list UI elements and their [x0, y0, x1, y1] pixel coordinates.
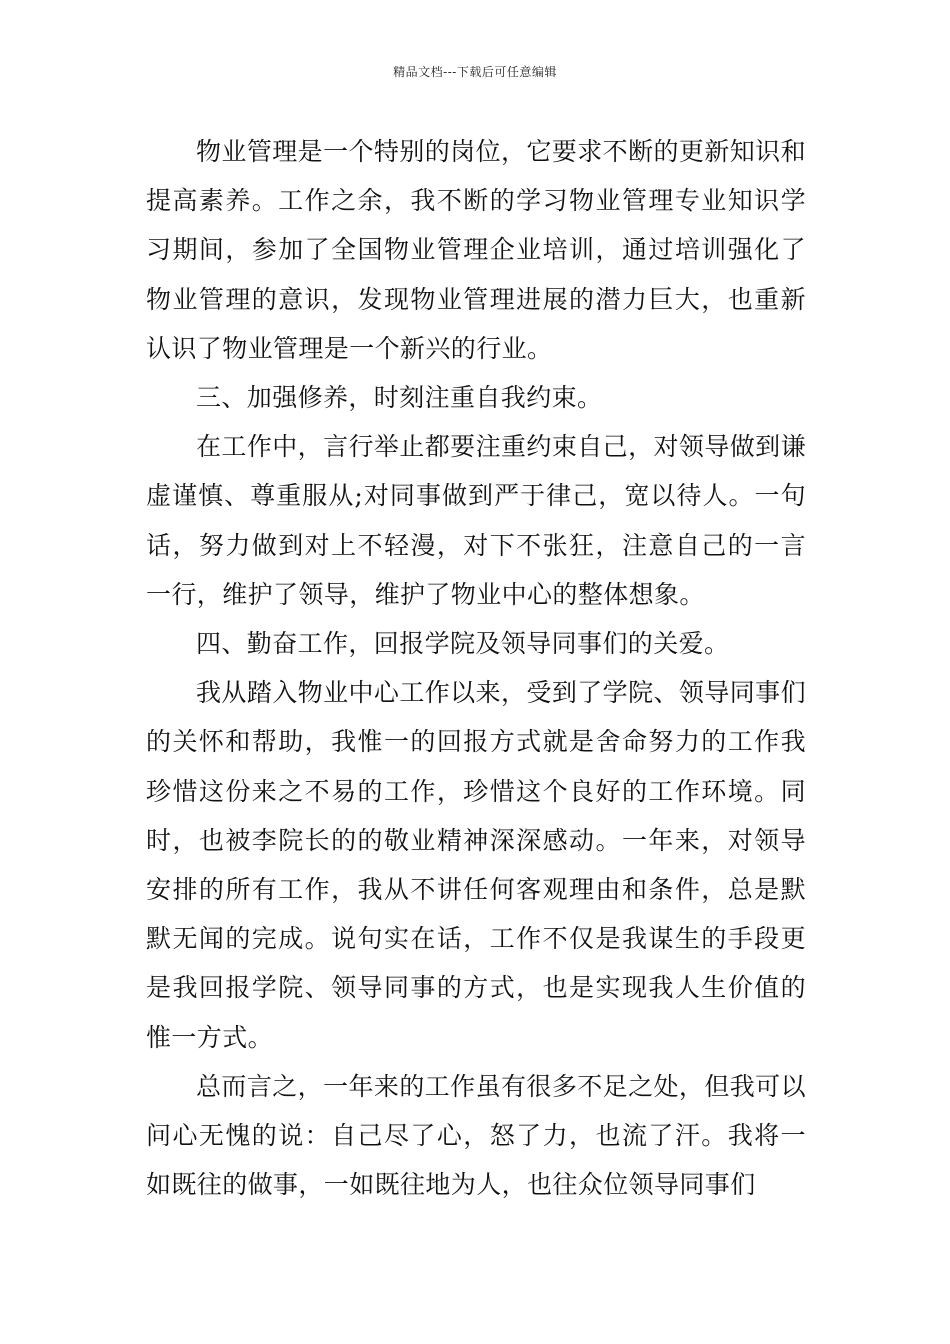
paragraph-conclusion: 总而言之，一年来的工作虽有很多不足之处，但我可以问心无愧的说：自己尽了心，怒了力，也流了汗。我将一如既往的做事，一如既往地为人，也往众位领导同事们 [146, 1071, 806, 1200]
paragraph-self-discipline: 在工作中，言行举止都要注重约束自己，对领导做到谦虚谨慎、尊重服从;对同事做到严于律己，宽以待人。一句话，努力做到对上不轻漫，对下不张狂，注意自己的一言一行，维护了领导，维护了物业中心的整体想象。 [146, 432, 806, 609]
page-header: 精品文档---下载后可任意编辑 [393, 65, 557, 79]
section-heading-3: 三、加强修养，时刻注重自我约束。 [196, 383, 603, 413]
document-body [146, 127, 806, 1209]
section-heading-4: 四、勤奋工作，回报学院及领导同事们的关爱。 [196, 629, 730, 659]
paragraph-learning: 物业管理是一个特别的岗位，它要求不断的更新知识和提高素养。工作之余，我不断的学习物业管理专业知识学习期间，参加了全国物业管理企业培训，通过培训强化了物业管理的意识，发现物业管理进展的潜力巨大，也重新认识了物业管理是一个新兴的行业。 [146, 137, 806, 363]
paragraph-hard-work: 我从踏入物业中心工作以来，受到了学院、领导同事们的关怀和帮助，我惟一的回报方式就是舍命努力的工作我珍惜这份来之不易的工作，珍惜这个良好的工作环境。同时，也被李院长的的敬业精神深深感动。一年来，对领导安排的所有工作，我从不讲任何客观理由和条件，总是默默无闻的完成。说句实在话，工作不仅是我谋生的手段更是我回报学院、领导同事的方式，也是实现我人生价值的惟一方式。 [146, 678, 806, 1052]
